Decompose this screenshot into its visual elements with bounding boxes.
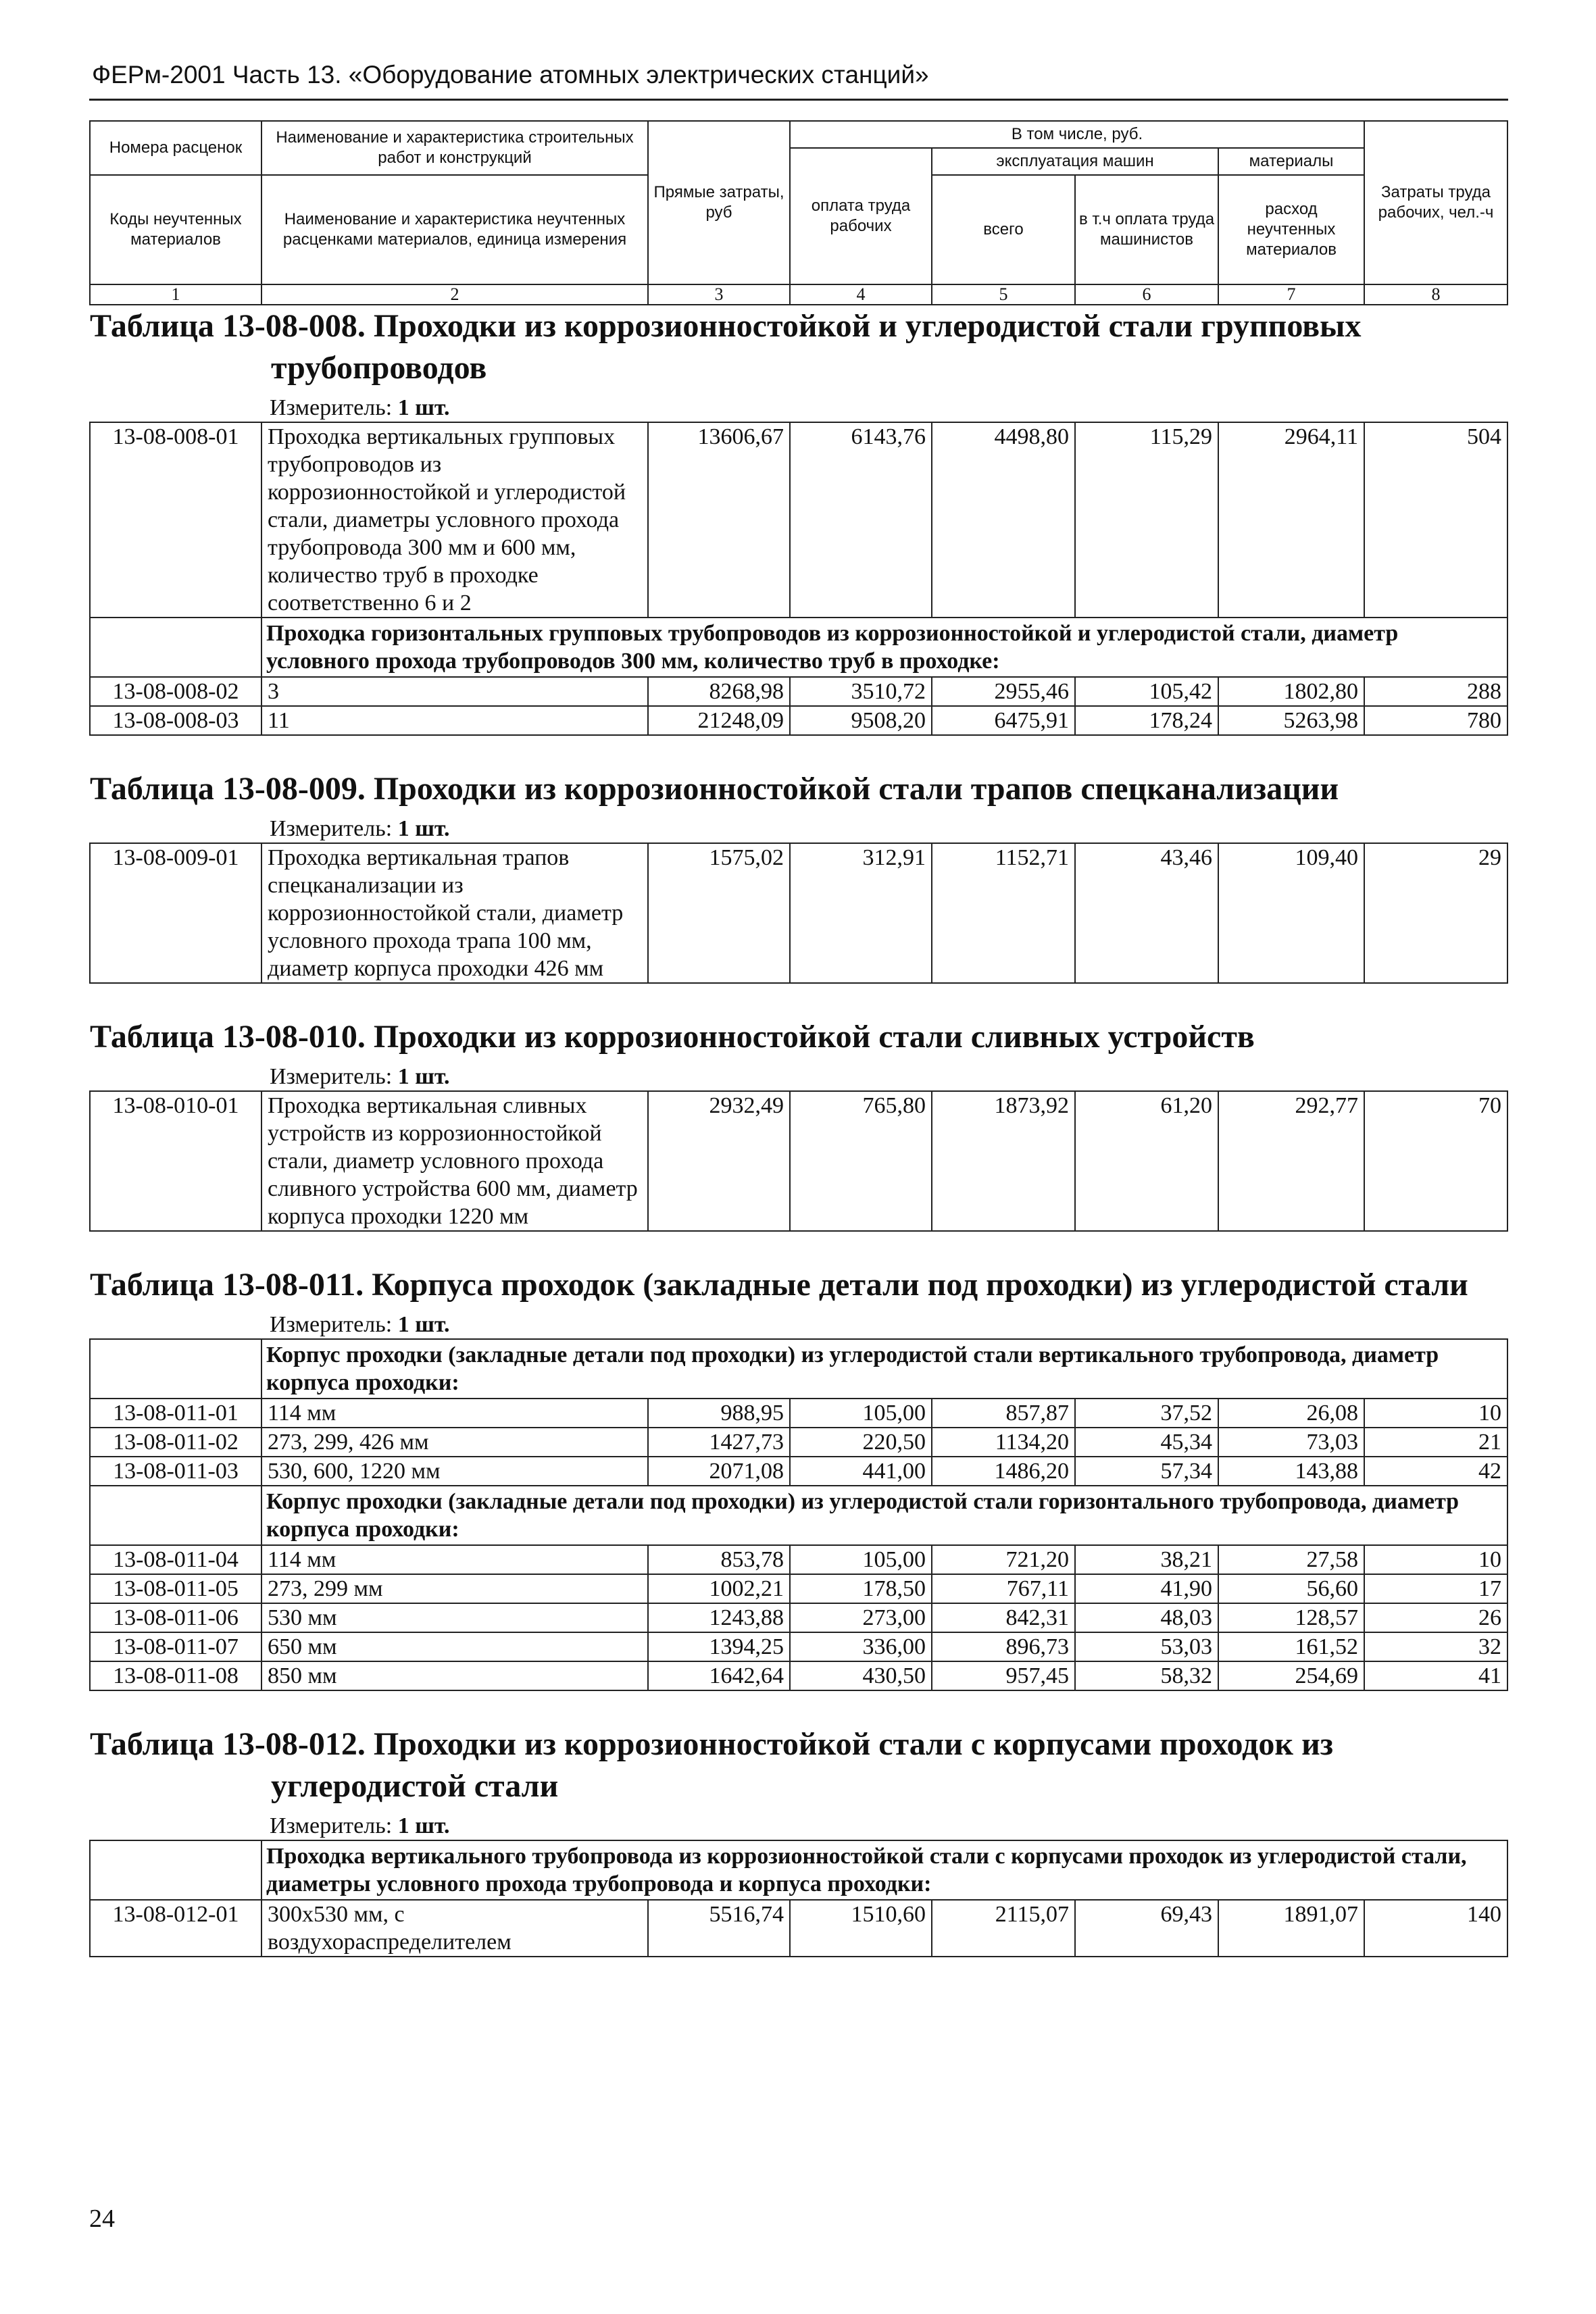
value-direct: 1243,88 <box>648 1603 790 1632</box>
value-materials: 143,88 <box>1218 1457 1364 1486</box>
value-mach-labor: 105,42 <box>1075 677 1218 706</box>
value-mach-total: 721,20 <box>932 1545 1075 1574</box>
unit-label: Измеритель: <box>270 816 393 841</box>
work-description: 114 мм <box>261 1399 648 1428</box>
table-row <box>90 1457 1507 1486</box>
value-mach-labor: 37,52 <box>1075 1399 1218 1428</box>
value-hours: 17 <box>1364 1574 1507 1603</box>
work-description: 300х530 мм, с воздухораспределителем <box>261 1900 648 1957</box>
table-row <box>90 1900 1507 1957</box>
header-mach-total: всего <box>932 175 1075 284</box>
section-code-cell <box>90 1486 261 1545</box>
table-title: Таблица 13-08-008. Проходки из коррозионностойкой и углеродистой стали групповых трубопроводов <box>90 308 1362 386</box>
table-caption <box>90 305 1507 422</box>
work-description: 114 мм <box>261 1545 648 1574</box>
value-mach-labor: 45,34 <box>1075 1428 1218 1457</box>
col-num: 7 <box>1218 284 1364 305</box>
rate-code: 13-08-010-01 <box>90 1091 261 1231</box>
value-direct: 1394,25 <box>648 1632 790 1661</box>
value-hours: 70 <box>1364 1091 1507 1231</box>
value-mach-total: 6475,91 <box>932 706 1075 735</box>
value-direct: 1427,73 <box>648 1428 790 1457</box>
unit-label: Измеритель: <box>270 1312 393 1337</box>
value-mach-total: 2955,46 <box>932 677 1075 706</box>
table-row <box>90 1091 1507 1231</box>
unit-label: Измеритель: <box>270 1064 393 1089</box>
unit-line <box>90 1058 1507 1090</box>
section-description: Корпус проходки (закладные детали под проходки) из углеродистой стали вертикального трубопровода, диаметр корпуса проходки: <box>261 1339 1507 1399</box>
value-hours: 42 <box>1364 1457 1507 1486</box>
rate-code: 13-08-008-01 <box>90 422 261 618</box>
unit-line <box>90 1306 1507 1338</box>
value-mach-total: 1486,20 <box>932 1457 1075 1486</box>
value-labor: 105,00 <box>790 1545 932 1574</box>
unit-value: 1 шт. <box>397 1312 450 1337</box>
value-labor: 430,50 <box>790 1661 932 1690</box>
rate-code: 13-08-011-05 <box>90 1574 261 1603</box>
table-row <box>90 1428 1507 1457</box>
value-mach-labor: 43,46 <box>1075 843 1218 983</box>
work-description: 3 <box>261 677 648 706</box>
unit-value: 1 шт. <box>397 816 450 841</box>
work-description: Проходка вертикальная сливных устройств из коррозионностойкой стали, диаметр условного прохода сливного устройства 600 мм, диаметр корпуса проходки 1220 мм <box>261 1091 648 1231</box>
table-title: Таблица 13-08-010. Проходки из коррозионностойкой стали сливных устройств <box>90 1019 1255 1055</box>
work-description: 273, 299 мм <box>261 1574 648 1603</box>
value-direct: 988,95 <box>648 1399 790 1428</box>
value-materials: 128,57 <box>1218 1603 1364 1632</box>
rate-code: 13-08-009-01 <box>90 843 261 983</box>
unit-value: 1 шт. <box>397 395 450 420</box>
value-mach-total: 842,31 <box>932 1603 1075 1632</box>
rate-code: 13-08-011-02 <box>90 1428 261 1457</box>
value-mach-labor: 61,20 <box>1075 1091 1218 1231</box>
table-row <box>90 1632 1507 1661</box>
table-row <box>90 422 1507 618</box>
section-description: Корпус проходки (закладные детали под проходки) из углеродистой стали горизонтального трубопровода, диаметр корпуса проходки: <box>261 1486 1507 1545</box>
document-header: ФЕРм-2001 Часть 13. «Оборудование атомных электрических станций» <box>92 61 929 89</box>
section-description: Проходка вертикального трубопровода из коррозионностойкой стали с корпусами проходок из углеродистой стали, диаметры условного прохода трубопровода и корпуса проходки: <box>261 1840 1507 1900</box>
header-mach-labor: в т.ч оплата труда машинистов <box>1075 175 1218 284</box>
rate-code: 13-08-011-03 <box>90 1457 261 1486</box>
value-mach-labor: 69,43 <box>1075 1900 1218 1957</box>
value-direct: 2932,49 <box>648 1091 790 1231</box>
work-description: 530 мм <box>261 1603 648 1632</box>
value-materials: 161,52 <box>1218 1632 1364 1661</box>
value-materials: 56,60 <box>1218 1574 1364 1603</box>
header-rule <box>89 99 1508 101</box>
table-row <box>90 1603 1507 1632</box>
value-hours: 10 <box>1364 1545 1507 1574</box>
value-labor: 312,91 <box>790 843 932 983</box>
value-direct: 1002,21 <box>648 1574 790 1603</box>
value-direct: 13606,67 <box>648 422 790 618</box>
value-hours: 140 <box>1364 1900 1507 1957</box>
value-mach-total: 896,73 <box>932 1632 1075 1661</box>
header-name: Наименование и характеристика строительных работ и конструкций <box>261 121 648 175</box>
header-material-names: Наименование и характеристика неучтенных расценками материалов, единица измерения <box>261 175 648 284</box>
value-hours: 10 <box>1364 1399 1507 1428</box>
value-hours: 29 <box>1364 843 1507 983</box>
value-mach-total: 1152,71 <box>932 843 1075 983</box>
unit-value: 1 шт. <box>397 1064 450 1089</box>
value-direct: 1642,64 <box>648 1661 790 1690</box>
unit-label: Измеритель: <box>270 1813 393 1838</box>
rate-code: 13-08-011-06 <box>90 1603 261 1632</box>
price-table <box>89 120 1508 1957</box>
unit-line <box>90 810 1507 842</box>
value-materials: 109,40 <box>1218 843 1364 983</box>
rate-code: 13-08-008-03 <box>90 706 261 735</box>
value-mach-labor: 48,03 <box>1075 1603 1218 1632</box>
work-description: 273, 299, 426 мм <box>261 1428 648 1457</box>
header-machines: эксплуатация машин <box>932 148 1218 175</box>
work-description: 530, 600, 1220 мм <box>261 1457 648 1486</box>
col-num: 6 <box>1075 284 1218 305</box>
value-direct: 1575,02 <box>648 843 790 983</box>
table-row <box>90 843 1507 983</box>
value-direct: 5516,74 <box>648 1900 790 1957</box>
table-title: Таблица 13-08-011. Корпуса проходок (закладные детали под проходки) из углеродистой стали <box>90 1267 1468 1303</box>
col-num: 1 <box>90 284 261 305</box>
value-labor: 178,50 <box>790 1574 932 1603</box>
header-direct: Прямые затраты, руб <box>648 121 790 284</box>
table-row <box>90 1545 1507 1574</box>
value-mach-total: 1873,92 <box>932 1091 1075 1231</box>
value-hours: 504 <box>1364 422 1507 618</box>
rate-code: 13-08-008-02 <box>90 677 261 706</box>
value-hours: 32 <box>1364 1632 1507 1661</box>
unit-line <box>90 389 1507 422</box>
value-labor: 336,00 <box>790 1632 932 1661</box>
page-number: 24 <box>89 2205 115 2233</box>
value-labor: 3510,72 <box>790 677 932 706</box>
table-title: Таблица 13-08-009. Проходки из коррозионностойкой стали трапов спецканализации <box>90 771 1339 807</box>
value-mach-total: 1134,20 <box>932 1428 1075 1457</box>
rate-code: 13-08-011-08 <box>90 1661 261 1690</box>
value-mach-labor: 115,29 <box>1075 422 1218 618</box>
work-description: 850 мм <box>261 1661 648 1690</box>
value-labor: 6143,76 <box>790 422 932 618</box>
value-hours: 26 <box>1364 1603 1507 1632</box>
table-caption <box>90 735 1507 843</box>
work-description: 11 <box>261 706 648 735</box>
value-labor: 9508,20 <box>790 706 932 735</box>
rate-code: 13-08-011-04 <box>90 1545 261 1574</box>
table-row <box>90 1399 1507 1428</box>
value-labor: 1510,60 <box>790 1900 932 1957</box>
unit-label: Измеритель: <box>270 395 393 420</box>
value-hours: 780 <box>1364 706 1507 735</box>
value-mach-total: 4498,80 <box>932 422 1075 618</box>
col-num: 3 <box>648 284 790 305</box>
value-direct: 853,78 <box>648 1545 790 1574</box>
value-hours: 21 <box>1364 1428 1507 1457</box>
header-codes: Номера расценок <box>90 121 261 175</box>
value-hours: 288 <box>1364 677 1507 706</box>
section-code-cell <box>90 1840 261 1900</box>
header-incl: В том числе, руб. <box>790 121 1364 148</box>
value-materials: 27,58 <box>1218 1545 1364 1574</box>
table-caption <box>90 1690 1507 1840</box>
value-mach-labor: 41,90 <box>1075 1574 1218 1603</box>
value-direct: 2071,08 <box>648 1457 790 1486</box>
header-labor: оплата труда рабочих <box>790 148 932 284</box>
value-mach-labor: 178,24 <box>1075 706 1218 735</box>
table-row <box>90 1574 1507 1603</box>
header-hours: Затраты труда рабочих, чел.-ч <box>1364 121 1507 284</box>
value-materials: 2964,11 <box>1218 422 1364 618</box>
value-materials: 1891,07 <box>1218 1900 1364 1957</box>
table-title: Таблица 13-08-012. Проходки из коррозионностойкой стали с корпусами проходок из углеродистой стали <box>90 1726 1334 1804</box>
header-material-use: расход неучтенных материалов <box>1218 175 1364 284</box>
work-description: Проходка вертикальных групповых трубопроводов из коррозионностойкой и углеродистой стали, диаметры условного прохода трубопровода 300 мм и 600 мм, количество труб в проходке соответственно 6 и 2 <box>261 422 648 618</box>
value-mach-total: 2115,07 <box>932 1900 1075 1957</box>
value-labor: 220,50 <box>790 1428 932 1457</box>
table-row <box>90 677 1507 706</box>
section-code-cell <box>90 618 261 677</box>
section-description: Проходка горизонтальных групповых трубопроводов из коррозионностойкой и углеродистой стали, диаметр условного прохода трубопроводов 300 мм, количество труб в проходке: <box>261 618 1507 677</box>
work-description: Проходка вертикальная трапов спецканализации из коррозионностойкой стали, диаметр условного прохода трапа 100 мм, диаметр корпуса проходки 426 мм <box>261 843 648 983</box>
value-mach-labor: 57,34 <box>1075 1457 1218 1486</box>
table-caption <box>90 983 1507 1091</box>
col-num: 8 <box>1364 284 1507 305</box>
rate-code: 13-08-011-07 <box>90 1632 261 1661</box>
value-labor: 273,00 <box>790 1603 932 1632</box>
value-materials: 1802,80 <box>1218 677 1364 706</box>
value-materials: 254,69 <box>1218 1661 1364 1690</box>
value-mach-labor: 58,32 <box>1075 1661 1218 1690</box>
unit-line <box>90 1807 1507 1840</box>
rate-code: 13-08-011-01 <box>90 1399 261 1428</box>
value-hours: 41 <box>1364 1661 1507 1690</box>
unit-value: 1 шт. <box>397 1813 450 1838</box>
value-direct: 8268,98 <box>648 677 790 706</box>
value-materials: 26,08 <box>1218 1399 1364 1428</box>
value-mach-total: 767,11 <box>932 1574 1075 1603</box>
work-description: 650 мм <box>261 1632 648 1661</box>
col-num: 4 <box>790 284 932 305</box>
header-materials: материалы <box>1218 148 1364 175</box>
header-material-codes: Коды неучтенных материалов <box>90 175 261 284</box>
value-labor: 765,80 <box>790 1091 932 1231</box>
value-mach-labor: 53,03 <box>1075 1632 1218 1661</box>
value-labor: 441,00 <box>790 1457 932 1486</box>
table-row <box>90 1661 1507 1690</box>
value-mach-labor: 38,21 <box>1075 1545 1218 1574</box>
value-mach-total: 857,87 <box>932 1399 1075 1428</box>
col-num: 5 <box>932 284 1075 305</box>
value-labor: 105,00 <box>790 1399 932 1428</box>
rate-code: 13-08-012-01 <box>90 1900 261 1957</box>
value-materials: 5263,98 <box>1218 706 1364 735</box>
value-direct: 21248,09 <box>648 706 790 735</box>
col-num: 2 <box>261 284 648 305</box>
table-row <box>90 706 1507 735</box>
value-mach-total: 957,45 <box>932 1661 1075 1690</box>
section-code-cell <box>90 1339 261 1399</box>
value-materials: 73,03 <box>1218 1428 1364 1457</box>
value-materials: 292,77 <box>1218 1091 1364 1231</box>
table-caption <box>90 1231 1507 1339</box>
